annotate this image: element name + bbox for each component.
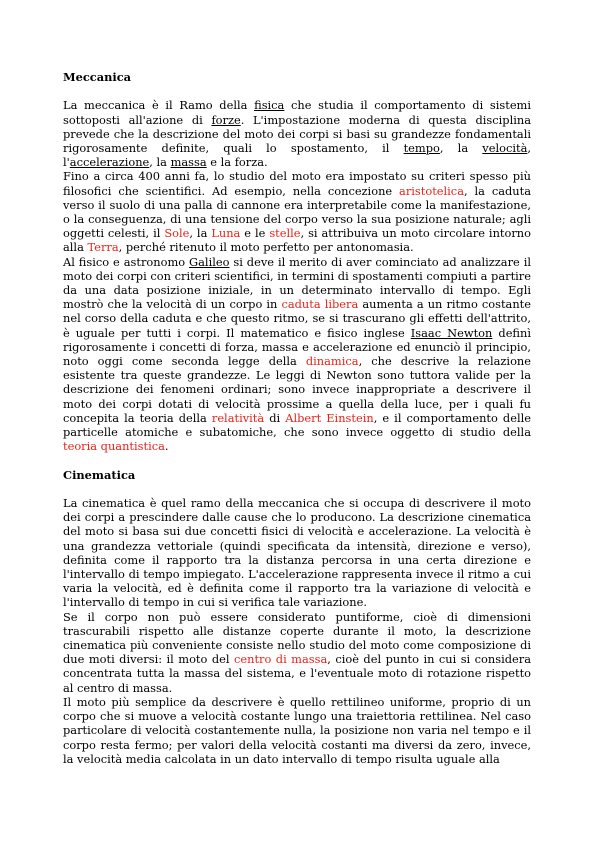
paragraph-meccanica-2: Fino a circa 400 anni fa, lo studio del moto era impostato su criteri spesso più filosofici che scientifici. Ad esempio, nella concezione aristotelica, la caduta verso il suolo di una palla di cannone era interpretabile come la manifestazione, o la conseguenza, di una tensione del corpo verso la sua posizione naturale; agli oggetti celesti, il Sole, la Luna e le stelle, si attribuiva un moto circolare intorno alla Terra, perché ritenuto il moto perfetto per antonomasia. xyxy=(63,169,531,255)
section-title-cinematica: Cinematica xyxy=(63,467,136,482)
document-body xyxy=(63,70,531,766)
paragraph-cinematica-3: Il moto più semplice da descrivere è quello rettilineo uniforme, proprio di un corpo che si muove a velocità costante lungo una traiettoria rettilinea. Nel caso particolare di velocità costantemente nulla, la posizione non varia nel tempo e il corpo resta fermo; per valori della velocità costanti ma diversi da zero, invece, la velocità media calcolata in un dato intervallo di tempo risulta uguale alla xyxy=(63,694,531,766)
link-stelle[interactable]: stelle xyxy=(269,226,301,241)
link-accelerazione[interactable]: accelerazione xyxy=(69,155,150,170)
link-relativita[interactable]: relatività xyxy=(211,410,265,425)
link-tempo[interactable]: tempo xyxy=(403,141,440,155)
paragraph-cinematica-1: La cinematica è quel ramo della meccanica che si occupa di descrivere il moto dei corpi a prescindere dalle cause che lo producono. La descrizione cinematica del moto si basa sui due concetti fisici di velocità e accelerazione. La velocità è una grandezza vettoriale (quindi specificata da intensità, direzione e verso), definita come il rapporto tra la distanza percorsa in una certa direzione e l'intervallo di tempo impiegato. L'accelerazione rappresenta invece il ritmo a cui varia la velocità, ed è definita come il rapporto tra la variazione di velocità e l'intervallo di tempo in cui si verifica tale variazione. xyxy=(63,496,531,610)
link-dinamica[interactable]: dinamica xyxy=(305,354,359,369)
link-albert-einstein[interactable]: Albert Einstein xyxy=(285,410,374,425)
link-terra[interactable]: Terra xyxy=(87,240,119,255)
paragraph-meccanica-1: La meccanica è il Ramo della fisica che studia il comportamento di sistemi sottoposti all'azione di forze. L'impostazione moderna di questa disciplina prevede che la descrizione del moto dei corpi si basi su grandezze fondamentali rigorosamente definite, quali lo spostamento, il tempo, la velocità, l'accelerazione, la massa e la forza. xyxy=(63,98,532,170)
link-caduta-libera[interactable]: caduta libera xyxy=(281,297,359,312)
link-centro-di-massa[interactable]: centro di massa xyxy=(233,652,328,667)
section-spacer xyxy=(63,453,531,467)
link-fisica[interactable]: fisica xyxy=(254,98,285,113)
link-velocita[interactable]: velocità xyxy=(482,141,528,155)
link-luna[interactable]: Luna xyxy=(211,226,241,241)
paragraph-meccanica-3: Al fisico e astronomo Galileo si deve il merito di aver cominciato ad analizzare il moto dei corpi con criteri scientifici, in termini di spostamenti compiuti a partire da una data posizione iniziale, in un determinato intervallo di tempo. Egli mostrò che la velocità di un corpo in caduta libera aumenta a un ritmo costante nel corso della caduta e che questo ritmo, se si trascurano gli effetti dell'attrito, è uguale per tutti i corpi. Il matematico e fisico inglese Isaac Newton definì rigorosamente i concetti di forza, massa e accelerazione ed enunciò il principio, noto oggi come seconda legge della dinamica, che descrive la relazione esistente tra queste grandezze. Le leggi di Newton sono tuttora valide per la descrizione dei fenomeni ordinari; sono invece inappropriate a descrivere il moto dei corpi dotati di velocità prossime a quella della luce, per i quali fu concepita la teoria della relatività di Albert Einstein, e il comportamento delle particelle atomiche e subatomiche, che sono invece oggetto di studio della teoria quantistica. xyxy=(63,254,532,454)
link-sole[interactable]: Sole xyxy=(164,226,190,241)
link-teoria-quantistica[interactable]: teoria quantistica xyxy=(63,439,165,454)
link-isaac-newton[interactable]: Isaac Newton xyxy=(410,325,493,340)
section-title-meccanica: Meccanica xyxy=(63,70,132,84)
link-forze[interactable]: forze xyxy=(211,112,241,127)
paragraph-cinematica-2: Se il corpo non può essere considerato puntiforme, cioè di dimensioni trascurabili rispetto alle distanze coperte durante il moto, la descrizione cinematica più conveniente consiste nello studio del moto come composizione di due moti diversi: il moto del centro di massa, cioè del punto in cui si considera concentrata tutta la massa del sistema, e l'eventuale moto di rotazione rispetto al centro di massa. xyxy=(63,609,531,695)
link-massa[interactable]: massa xyxy=(170,155,207,170)
link-aristotelica[interactable]: aristotelica xyxy=(399,183,464,198)
link-galileo[interactable]: Galileo xyxy=(189,254,230,269)
